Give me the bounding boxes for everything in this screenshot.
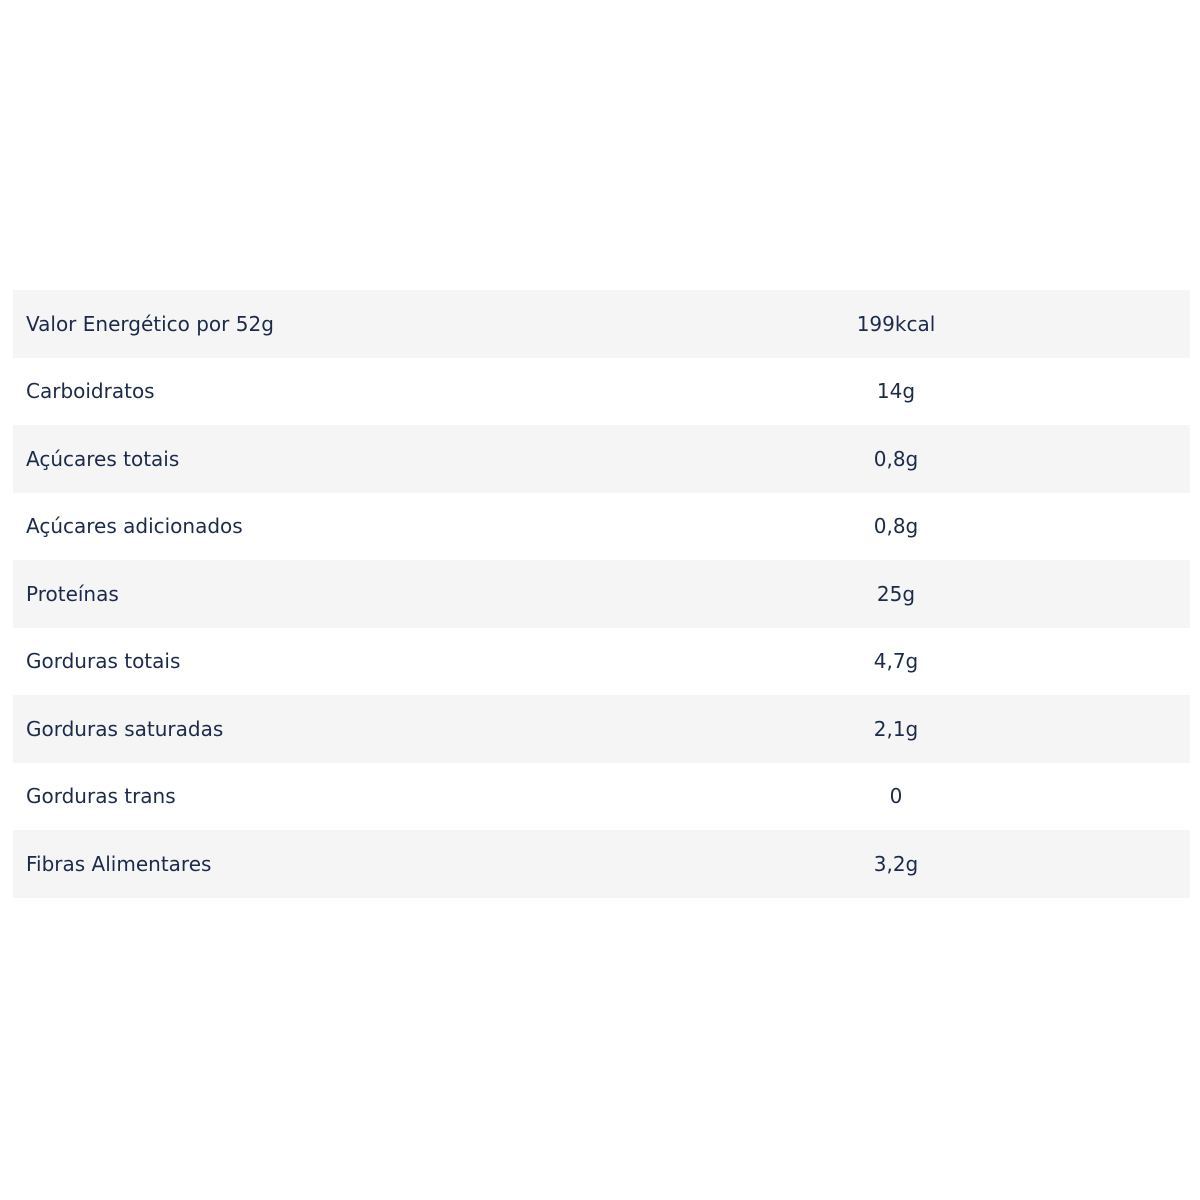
table-row-total-fats: [13, 628, 1190, 696]
row-value: 199kcal: [856, 311, 936, 336]
row-value: 2,1g: [873, 716, 919, 741]
row-value: 0: [889, 784, 903, 809]
table-row-total-sugars: [13, 425, 1190, 493]
table-row-proteins: [13, 560, 1190, 628]
row-label: Açúcares totais: [26, 446, 180, 471]
row-label: Proteínas: [26, 581, 119, 606]
row-value: 3,2g: [873, 851, 919, 876]
row-label: Gorduras totais: [26, 649, 181, 674]
row-label: Gorduras trans: [26, 784, 176, 809]
nutrition-table: [13, 290, 1190, 898]
row-value: 0,8g: [873, 514, 919, 539]
row-label: Fibras Alimentares: [26, 851, 212, 876]
table-row-energy: [13, 290, 1190, 358]
table-row-fibers: [13, 830, 1190, 898]
row-value: 4,7g: [873, 649, 919, 674]
row-value: 25g: [876, 581, 916, 606]
row-label: Gorduras saturadas: [26, 716, 224, 741]
table-row-saturated-fats: [13, 695, 1190, 763]
table-row-added-sugars: [13, 493, 1190, 561]
row-label: Açúcares adicionados: [26, 514, 243, 539]
table-row-trans-fats: [13, 763, 1190, 831]
row-label: Valor Energético por 52g: [26, 311, 274, 336]
row-value: 0,8g: [873, 446, 919, 471]
table-row-carbohydrates: [13, 358, 1190, 426]
row-label: Carboidratos: [26, 379, 155, 404]
row-value: 14g: [876, 379, 916, 404]
